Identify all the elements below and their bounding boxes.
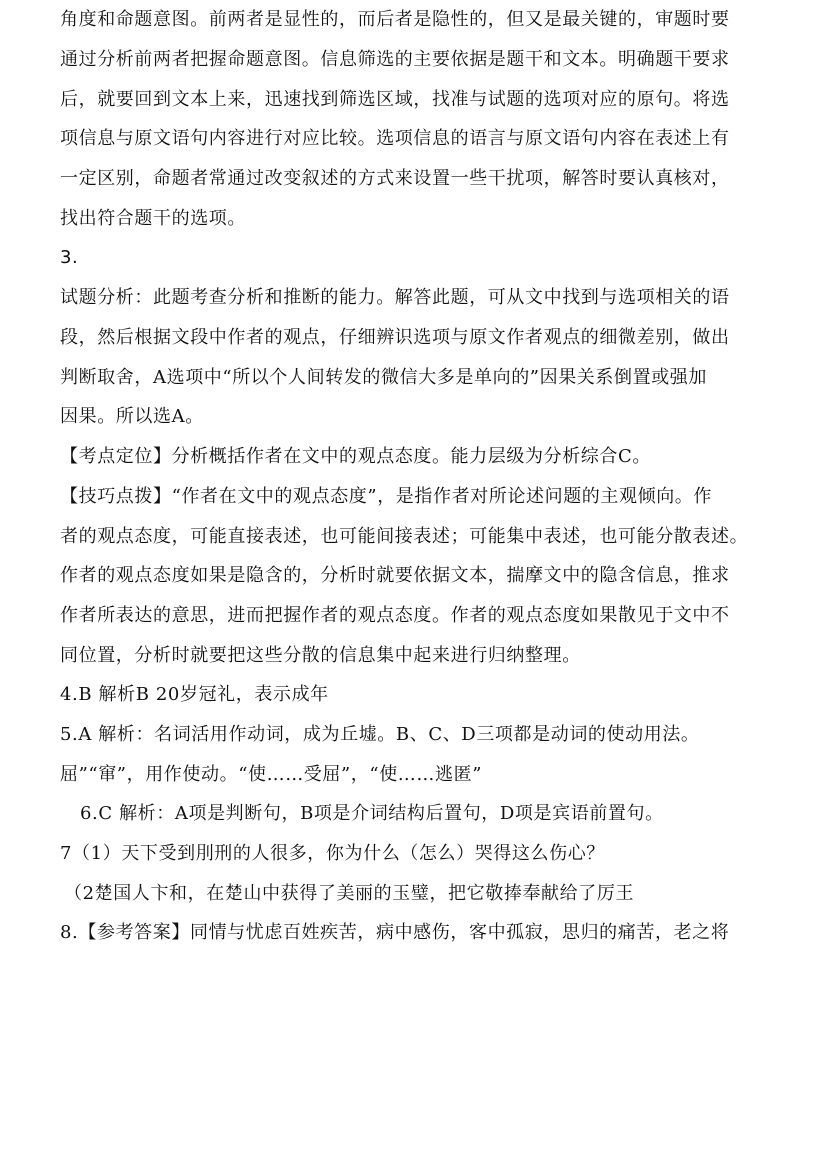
question-number: 3.	[60, 247, 79, 268]
paragraph-line: 判断取舍，A选项中“所以个人间转发的微信大多是单向的”因果关系倒置或强加	[60, 367, 707, 388]
kaodian-line: 【考点定位】分析概括作者在文中的观点态度。能力层级为分析综合C。	[60, 446, 651, 467]
jiqiao-line: 【技巧点拨】“作者在文中的观点态度”，是指作者对所论述问题的主观倾向。作	[60, 486, 713, 507]
paragraph-line: 通过分析前两者把握命题意图。信息筛选的主要依据是题干和文本。明确题干要求	[60, 49, 730, 70]
answer-7-part2-line: （2楚国人卞和，在楚山中获得了美丽的玉璧，把它敬捧奉献给了厉王	[64, 883, 635, 904]
paragraph-line: 作者所表达的意思，进而把握作者的观点态度。作者的观点态度如果散见于文中不	[60, 605, 730, 626]
paragraph-line: 找出符合题干的选项。	[60, 208, 246, 229]
paragraph-line: 屈”“窜”，用作使动。“使……受屈”，“使……逃匿”	[60, 764, 483, 785]
answer-8-line: 8.【参考答案】同情与忧虑百姓疾苦，病中感伤，客中孤寂，思归的痛苦，老之将	[60, 922, 730, 943]
paragraph-line: 段，然后根据文段中作者的观点，仔细辨识选项与原文作者观点的细微差别，做出	[60, 327, 730, 348]
paragraph-line: 同位置，分析时就要把这些分散的信息集中起来进行归纳整理。	[60, 645, 581, 666]
paragraph-line: 项信息与原文语句内容进行对应比较。选项信息的语言与原文语句内容在表述上有	[60, 128, 730, 149]
paragraph-line: 作者的观点态度如果是隐含的，分析时就要依据文本，揣摩文中的隐含信息，推求	[60, 565, 730, 586]
paragraph-line: 试题分析：此题考查分析和推断的能力。解答此题，可从文中找到与选项相关的语	[60, 287, 730, 308]
paragraph-line: 者的观点态度，可能直接表述，也可能间接表述；可能集中表述，也可能分散表述。	[60, 526, 749, 547]
paragraph-line: 因果。所以选A。	[60, 406, 204, 427]
answer-5-line: 5.A 解析：名词活用作动词，成为丘墟。B、C、D三项都是动词的使动用法。	[60, 724, 700, 745]
paragraph-line: 一定区别，命题者常通过改变叙述的方式来设置一些干扰项，解答时要认真核对，	[60, 168, 730, 189]
answer-7-line: 7（1）天下受到刖刑的人很多，你为什么（怎么）哭得这么伤心？	[60, 843, 605, 864]
answer-4-line: 4.B 解析B 20岁冠礼，表示成年	[60, 684, 329, 705]
answer-6-line: 6.C 解析：A项是判断句，B项是介词结构后置句，D项是宾语前置句。	[80, 803, 664, 824]
paragraph-line: 后，就要回到文本上来，迅速找到筛选区域，找准与试题的选项对应的原句。将选	[60, 89, 730, 110]
paragraph-line: 角度和命题意图。前两者是显性的，而后者是隐性的，但又是最关键的，审题时要	[60, 9, 730, 30]
